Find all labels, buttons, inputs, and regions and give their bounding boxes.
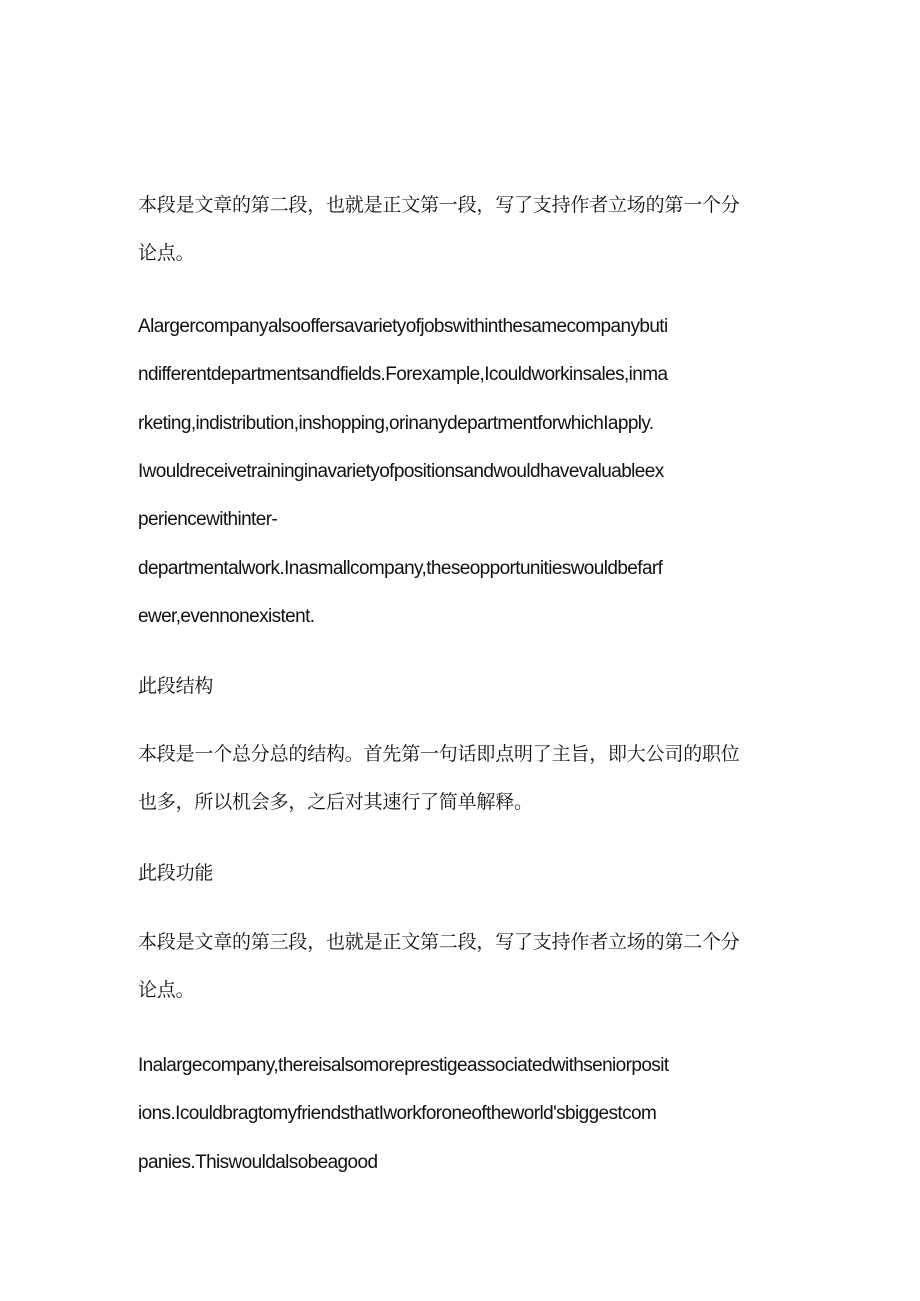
para2-line-1: Alargercompanyalsooffersavarietyofjobswithinthesamecompanybuti [138,316,668,337]
para5-line-2: ions.IcouldbragtomyfriendsthatIworkforoneoftheworld'sbiggestcom [138,1103,657,1124]
heading-structure: 此段结构 [138,675,214,697]
para1-line-1: 本段是文章的第二段，也就是正文第一段，写了支持作者立场的第一个分 [138,194,740,216]
para1-line-2: 论点。 [138,242,195,264]
para4-line-2: 论点。 [138,979,195,1001]
para2-line-2: ndifferentdepartmentsandfields.Forexample,Icouldworkinsales,inma [138,364,668,385]
para5-line-3: panies.Thiswouldalsobeagood [138,1152,378,1173]
para2-line-7: ewer,evennonexistent. [138,606,315,627]
para2-line-6: departmentalwork.Inasmallcompany,theseopportunitieswouldbefarf [138,558,663,579]
document-page [138,0,788,1301]
para3-line-2: 也多，所以机会多，之后对其速行了简单解释。 [138,791,533,813]
para4-line-1: 本段是文章的第三段，也就是正文第二段，写了支持作者立场的第二个分 [138,931,740,953]
para3-line-1: 本段是一个总分总的结构。首先第一句话即点明了主旨，即大公司的职位 [138,743,740,765]
para2-line-4: Iwouldreceivetraininginavarietyofpositionsandwouldhavevaluableex [138,461,664,482]
para2-line-5: periencewithinter- [138,509,278,530]
para2-line-3: rketing,indistribution,inshopping,orinanydepartmentforwhichIapply. [138,413,654,434]
heading-function: 此段功能 [138,862,214,884]
para5-line-1: Inalargecompany,thereisalsomoreprestigeassociatedwithseniorposit [138,1055,669,1076]
